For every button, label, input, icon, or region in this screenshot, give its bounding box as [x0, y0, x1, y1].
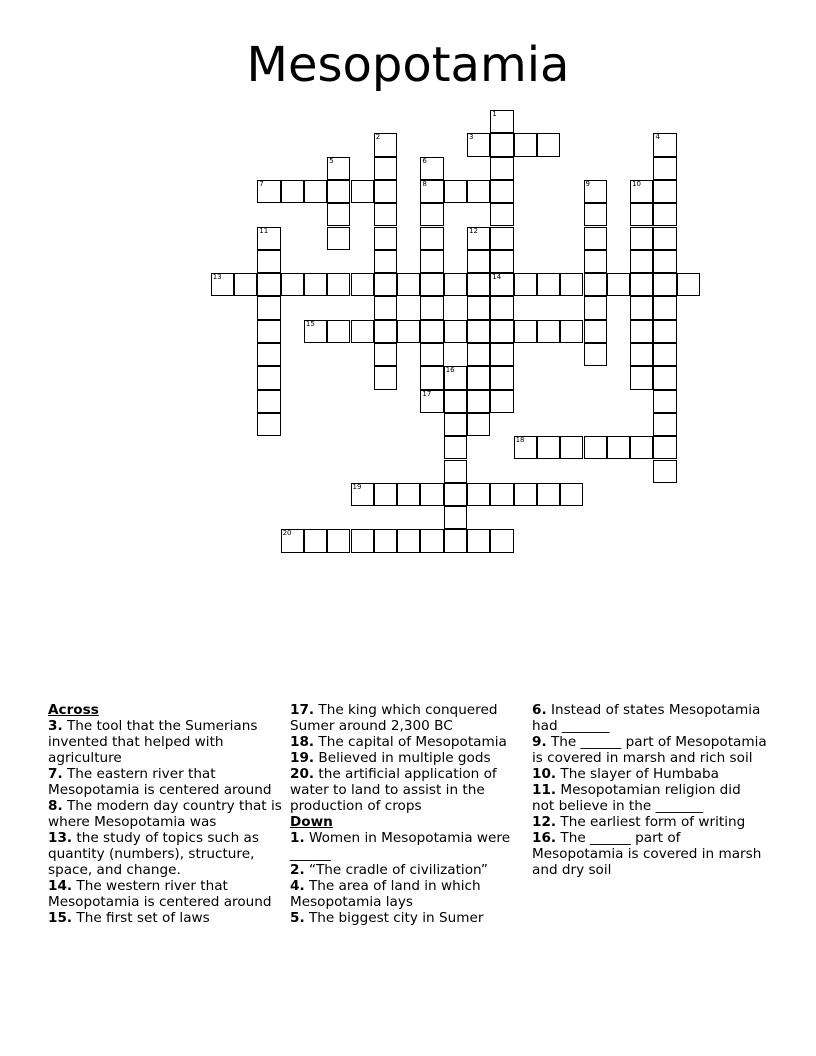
crossword-cell[interactable] [630, 227, 653, 250]
crossword-cell[interactable] [257, 320, 280, 343]
crossword-cell[interactable] [584, 180, 607, 203]
crossword-cell[interactable] [397, 320, 420, 343]
clue-number: 2 [375, 133, 381, 142]
clue-item-number: 20. [290, 766, 315, 782]
crossword-cell[interactable] [351, 320, 374, 343]
crossword-cell[interactable] [607, 436, 630, 459]
clue-item-text: The capital of Mesopotamia [314, 734, 507, 750]
clue-number: 15 [305, 319, 315, 328]
crossword-cell[interactable] [374, 133, 397, 156]
clue-item-text: the artificial application of water to land to assist in the production of crops [290, 766, 497, 814]
crossword-cell[interactable] [630, 273, 653, 296]
clue-number: 8 [422, 179, 427, 188]
crossword-cell[interactable] [444, 483, 467, 506]
crossword-cell[interactable] [351, 529, 374, 552]
crossword-cell[interactable] [677, 273, 700, 296]
clue-item-number: 19. [290, 750, 315, 766]
crossword-cell[interactable] [490, 529, 513, 552]
clue-item-number: 15. [48, 910, 73, 926]
crossword-cell[interactable] [374, 180, 397, 203]
clue-item [532, 702, 767, 734]
crossword-cell[interactable] [374, 366, 397, 389]
clue-number: 4 [655, 133, 660, 142]
clue-item [48, 910, 283, 926]
clue-item [290, 878, 525, 910]
clue-item [290, 750, 525, 766]
clue-number: 17 [422, 389, 432, 398]
crossword-cell[interactable] [467, 366, 490, 389]
crossword-cell[interactable] [467, 483, 490, 506]
clue-item-number: 12. [532, 814, 557, 830]
clue-item-number: 9. [532, 734, 547, 750]
crossword-cell[interactable] [327, 227, 350, 250]
clue-item [532, 830, 767, 878]
crossword-cell[interactable] [444, 413, 467, 436]
crossword-cell[interactable] [420, 273, 443, 296]
crossword-cell[interactable] [653, 296, 676, 319]
crossword-cell[interactable] [444, 320, 467, 343]
clue-item-number: 8. [48, 798, 63, 814]
clue-number: 3 [469, 133, 474, 142]
clue-item [48, 766, 283, 798]
crossword-cell[interactable] [607, 273, 630, 296]
crossword-cell[interactable] [420, 483, 443, 506]
crossword-cell[interactable] [467, 529, 490, 552]
crossword-cell[interactable] [444, 366, 467, 389]
crossword-cell[interactable] [374, 250, 397, 273]
clue-item-text: Women in Mesopotamia were ______ [290, 830, 511, 862]
crossword-cell[interactable] [327, 157, 350, 180]
crossword-cell[interactable] [281, 273, 304, 296]
crossword-cell[interactable] [467, 296, 490, 319]
clue-item [48, 798, 283, 830]
clue-item [48, 830, 283, 878]
clue-item-text: The biggest city in Sumer [304, 910, 484, 926]
clue-item [290, 862, 525, 878]
clue-item-text: The modern day country that is where Mesopotamia was [48, 798, 282, 830]
crossword-cell[interactable] [490, 133, 513, 156]
crossword-cell[interactable] [490, 250, 513, 273]
crossword-cell[interactable] [467, 180, 490, 203]
clue-item-number: 2. [290, 862, 305, 878]
clue-item-number: 7. [48, 766, 63, 782]
crossword-cell[interactable] [420, 180, 443, 203]
crossword-cell[interactable] [304, 529, 327, 552]
crossword-cell[interactable] [257, 390, 280, 413]
clue-heading: Across [48, 702, 99, 718]
clue-item [532, 814, 767, 830]
clue-item-number: 3. [48, 718, 63, 734]
crossword-cell[interactable] [304, 320, 327, 343]
crossword-cell[interactable] [490, 203, 513, 226]
crossword-cell[interactable] [327, 529, 350, 552]
crossword-cell[interactable] [653, 366, 676, 389]
clue-number: 5 [329, 156, 334, 165]
crossword-cell[interactable] [444, 436, 467, 459]
crossword-cell[interactable] [444, 460, 467, 483]
clue-item [532, 782, 767, 814]
clue-item-text: The eastern river that Mesopotamia is centered around [48, 766, 272, 798]
crossword-cell[interactable] [630, 436, 653, 459]
crossword-cell[interactable] [351, 483, 374, 506]
clue-item-number: 5. [290, 910, 305, 926]
clue-number: 1 [492, 110, 497, 118]
crossword-cell[interactable] [537, 273, 560, 296]
clue-number: 20 [282, 529, 292, 538]
page-title: Mesopotamia [246, 37, 570, 93]
crossword-cell[interactable] [490, 320, 513, 343]
crossword-cell[interactable] [653, 180, 676, 203]
clue-item-text: The first set of laws [72, 910, 210, 926]
crossword-cell[interactable] [257, 227, 280, 250]
crossword-cell[interactable] [467, 250, 490, 273]
crossword-cell[interactable] [374, 273, 397, 296]
crossword-cell[interactable] [653, 460, 676, 483]
clue-number: 18 [515, 436, 525, 445]
clue-item-number: 17. [290, 702, 315, 718]
clue-item-number: 11. [532, 782, 557, 798]
crossword-cell[interactable] [653, 413, 676, 436]
clue-item-number: 13. [48, 830, 73, 846]
crossword-cell[interactable] [467, 343, 490, 366]
crossword-cell[interactable] [653, 157, 676, 180]
crossword-cell[interactable] [490, 157, 513, 180]
clue-number: 14 [492, 273, 502, 282]
crossword-cell[interactable] [444, 529, 467, 552]
crossword-cell[interactable] [584, 320, 607, 343]
crossword-cell[interactable] [327, 273, 350, 296]
crossword-cell[interactable] [537, 436, 560, 459]
crossword-cell[interactable] [467, 227, 490, 250]
crossword-cell[interactable] [514, 436, 537, 459]
clue-item [290, 734, 525, 750]
crossword-cell[interactable] [374, 227, 397, 250]
crossword-cell[interactable] [630, 296, 653, 319]
crossword-cell[interactable] [420, 203, 443, 226]
crossword-cell[interactable] [467, 390, 490, 413]
crossword-cell[interactable] [630, 250, 653, 273]
clue-number: 12 [469, 226, 478, 235]
clue-column-3 [532, 702, 767, 878]
crossword-cell[interactable] [490, 483, 513, 506]
crossword-cell[interactable] [537, 483, 560, 506]
clue-item [48, 878, 283, 910]
clue-number: 19 [352, 482, 362, 491]
clue-number: 10 [632, 179, 642, 188]
clue-number: 6 [422, 156, 427, 165]
crossword-cell[interactable] [257, 180, 280, 203]
crossword-cell[interactable] [490, 390, 513, 413]
crossword-cell[interactable] [630, 343, 653, 366]
clue-item-number: 10. [532, 766, 557, 782]
crossword-cell[interactable] [630, 320, 653, 343]
crossword-cell[interactable] [304, 180, 327, 203]
crossword-cell[interactable] [374, 483, 397, 506]
crossword-cell[interactable] [257, 250, 280, 273]
crossword-cell[interactable] [281, 529, 304, 552]
crossword-cell[interactable] [257, 343, 280, 366]
crossword-cell[interactable] [514, 320, 537, 343]
crossword-cell[interactable] [327, 320, 350, 343]
crossword-cell[interactable] [467, 273, 490, 296]
crossword-cell[interactable] [653, 343, 676, 366]
clue-item-text: Believed in multiple gods [314, 750, 491, 766]
crossword-cell[interactable] [490, 296, 513, 319]
clue-column-2 [290, 702, 525, 926]
clue-item [290, 830, 525, 862]
crossword-cell[interactable] [653, 273, 676, 296]
crossword-cell[interactable] [514, 483, 537, 506]
crossword-cell[interactable] [374, 529, 397, 552]
clue-item-text: “The cradle of civilization” [304, 862, 488, 878]
crossword-cell[interactable] [537, 320, 560, 343]
clue-item [290, 702, 525, 734]
crossword-cell[interactable] [514, 133, 537, 156]
clue-item-number: 14. [48, 878, 73, 894]
crossword-cell[interactable] [351, 180, 374, 203]
crossword-cell[interactable] [234, 273, 257, 296]
crossword-cell[interactable] [514, 273, 537, 296]
crossword-cell[interactable] [584, 250, 607, 273]
crossword-cell[interactable] [444, 273, 467, 296]
crossword-cell[interactable] [584, 296, 607, 319]
crossword-cell[interactable] [420, 227, 443, 250]
clue-item [532, 734, 767, 766]
crossword-cell[interactable] [467, 413, 490, 436]
clue-item-text: The king which conquered Sumer around 2,300 BC [290, 702, 498, 734]
crossword-cell[interactable] [584, 203, 607, 226]
crossword-cell[interactable] [257, 413, 280, 436]
crossword-cell[interactable] [304, 273, 327, 296]
crossword-cell[interactable] [467, 133, 490, 156]
crossword-cell[interactable] [397, 529, 420, 552]
crossword-cell[interactable] [397, 273, 420, 296]
crossword-cell[interactable] [327, 180, 350, 203]
clue-number: 13 [212, 273, 222, 282]
crossword-cell[interactable] [257, 296, 280, 319]
crossword-cell[interactable] [374, 203, 397, 226]
crossword-cell[interactable] [560, 436, 583, 459]
clue-item-text: The earliest form of writing [556, 814, 746, 830]
clue-column-1 [48, 702, 283, 926]
crossword-cell[interactable] [653, 320, 676, 343]
clue-item-text: the study of topics such as quantity (numbers), structure, space, and change. [48, 830, 259, 878]
clue-item-number: 16. [532, 830, 557, 846]
crossword-cell[interactable] [630, 366, 653, 389]
crossword-cell[interactable] [537, 133, 560, 156]
crossword-cell[interactable] [630, 180, 653, 203]
clue-item [290, 766, 525, 814]
clue-item-text: The ______ part of Mesopotamia is covered in marsh and rich soil [532, 734, 767, 766]
crossword-cell[interactable] [420, 250, 443, 273]
crossword-cell[interactable] [420, 390, 443, 413]
crossword-cell[interactable] [444, 506, 467, 529]
clue-item-text: The ______ part of Mesopotamia is covered in marsh and dry soil [532, 830, 762, 878]
clue-item-text: Instead of states Mesopotamia had _______ [532, 702, 761, 734]
crossword-cell[interactable] [397, 483, 420, 506]
crossword-cell[interactable] [420, 320, 443, 343]
crossword-cell[interactable] [374, 296, 397, 319]
clue-item-text: The area of land in which Mesopotamia lays [290, 878, 481, 910]
crossword-cell[interactable] [653, 250, 676, 273]
crossword-cell[interactable] [560, 483, 583, 506]
clue-item-text: Mesopotamian religion did not believe in the _______ [532, 782, 741, 814]
crossword-cell[interactable] [584, 343, 607, 366]
crossword-cell[interactable] [653, 436, 676, 459]
crossword-cell[interactable] [490, 180, 513, 203]
crossword-cell[interactable] [653, 390, 676, 413]
clue-heading: Down [290, 814, 333, 830]
clue-number: 11 [259, 226, 269, 235]
crossword-cell[interactable] [444, 390, 467, 413]
clue-item [48, 718, 283, 766]
crossword-cell[interactable] [444, 180, 467, 203]
clue-item-number: 18. [290, 734, 315, 750]
crossword-cell[interactable] [281, 180, 304, 203]
crossword-cell[interactable] [653, 133, 676, 156]
clue-item-number: 4. [290, 878, 305, 894]
crossword-cell[interactable] [653, 227, 676, 250]
crossword-cell[interactable] [584, 227, 607, 250]
crossword-cell[interactable] [490, 343, 513, 366]
crossword-cell[interactable] [560, 320, 583, 343]
crossword-cell[interactable] [490, 273, 513, 296]
crossword-cell[interactable] [257, 273, 280, 296]
crossword-cell[interactable] [630, 203, 653, 226]
crossword-cell[interactable] [374, 320, 397, 343]
clue-item-text: The slayer of Humbaba [556, 766, 719, 782]
clue-number: 16 [445, 366, 455, 375]
crossword-cell[interactable] [211, 273, 234, 296]
clue-number: 9 [585, 179, 590, 188]
crossword-cell[interactable] [351, 273, 374, 296]
crossword-cell[interactable] [420, 366, 443, 389]
crossword-cell[interactable] [584, 436, 607, 459]
crossword-cell[interactable] [560, 273, 583, 296]
clue-item [290, 910, 525, 926]
crossword-cell[interactable] [420, 529, 443, 552]
crossword-cell[interactable] [490, 366, 513, 389]
crossword-cell[interactable] [374, 343, 397, 366]
crossword-cell[interactable] [490, 110, 513, 133]
crossword-cell[interactable] [420, 296, 443, 319]
clue-number: 7 [259, 179, 264, 188]
crossword-cell[interactable] [490, 227, 513, 250]
clue-item-text: The western river that Mesopotamia is centered around [48, 878, 272, 910]
clue-item-text: The tool that the Sumerians invented that helped with agriculture [48, 718, 258, 766]
clue-item-number: 1. [290, 830, 305, 846]
crossword-cell[interactable] [653, 203, 676, 226]
crossword-cell[interactable] [420, 343, 443, 366]
crossword-cell[interactable] [374, 157, 397, 180]
clue-item-number: 6. [532, 702, 547, 718]
crossword-cell[interactable] [584, 273, 607, 296]
crossword-cell[interactable] [420, 157, 443, 180]
crossword-cell[interactable] [467, 320, 490, 343]
clue-item [532, 766, 767, 782]
crossword-cell[interactable] [257, 366, 280, 389]
crossword-cell[interactable] [327, 203, 350, 226]
